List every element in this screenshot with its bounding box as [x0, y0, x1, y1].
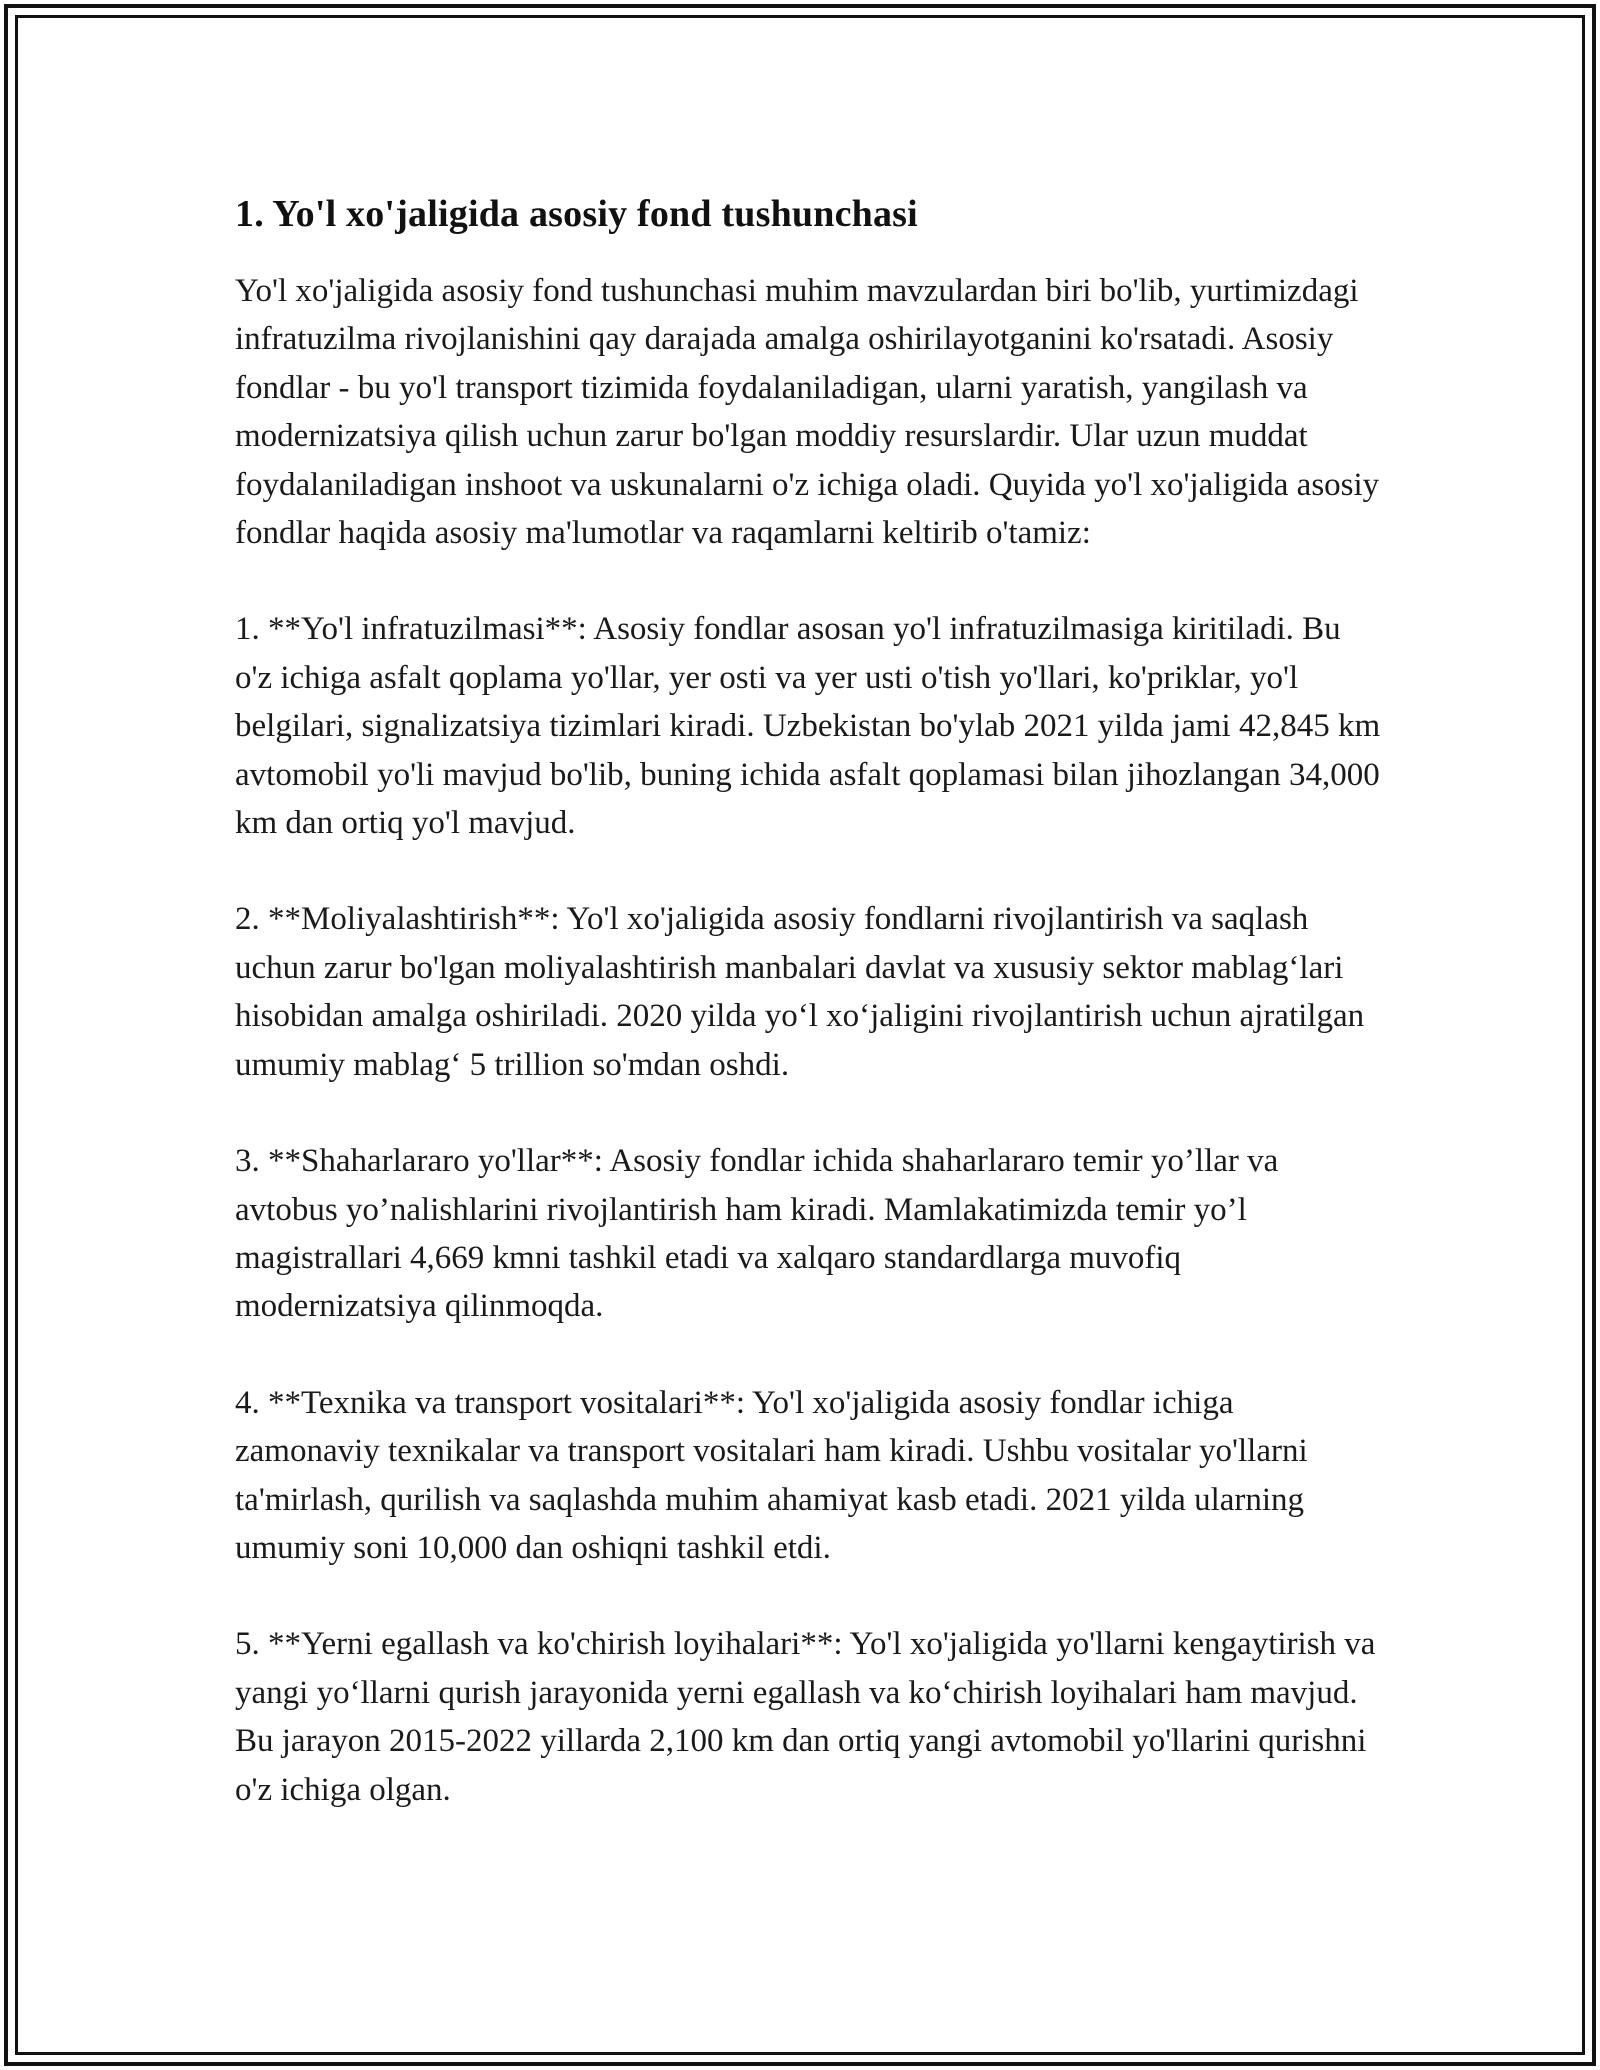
intro-paragraph: Yo'l xo'jaligida asosiy fond tushunchasi muhim mavzulardan biri bo'lib, yurtimizdagi infratuzilma rivojlanishini qay darajada amalga oshirilayotganini ko'rsatadi. Asosiy fondlar - bu yo'l transport tizimida foydalaniladigan, ularni yaratish, yangilash va modernizatsiya qilish uchun zarur bo'lgan moddiy resurslardir. Ular uzun muddat foydalaniladigan inshoot va uskunalarni o'z ichiga oladi. Quyida yo'l xo'jaligida asosiy fondlar haqida asosiy ma'lumotlar va raqamlarni keltirib o'tamiz: — [235, 273, 1380, 552]
paragraph-road-infrastructure: 1. **Yo'l infratuzilmasi**: Asosiy fondlar asosan yo'l infratuzilmasiga kiritiladi. Bu o'z ichiga asfalt qoplama yo'llar, yer osti va yer usti o'tish yo'llari, ko'priklar, yo'l belgilari, signalizatsiya tizimlari kiradi. Uzbekistan bo'ylab 2021 yilda jami 42,845 km avtomobil yo'li mavjud bo'lib, buning ichida asfalt qoplamasi bilan jihozlangan 34,000 km dan ortiq yo'l mavjud. — [235, 611, 1381, 842]
paragraph-land-acquisition: 5. **Yerni egallash va ko'chirish loyihalari**: Yo'l xo'jaligida yo'llarni kengaytirish va yangi yo‘llarni qurish jarayonida yerni egallash va ko‘chirish loyihalari ham mavjud. Bu jarayon 2015-2022 yillarda 2,100 km dan ortiq yangi avtomobil yo'llarini qurishni o'z ichiga olgan. — [235, 1626, 1376, 1808]
document-heading: 1. Yo'l xo'jaligida asosiy fond tushunchasi — [235, 193, 918, 235]
paragraph-intercity-roads: 3. **Shaharlararo yo'llar**: Asosiy fondlar ichida shaharlararo temir yo’llar va avtobus yo’nalishlarini rivojlantirish ham kiradi. Mamlakatimizda temir yo’l magistrallari 4,669 kmni tashkil etadi va xalqaro standardlarga muvofiq modernizatsiya qilinmoqda. — [235, 1143, 1279, 1325]
paragraph-financing: 2. **Moliyalashtirish**: Yo'l xo'jaligida asosiy fondlarni rivojlantirish va saqlash uchun zarur bo'lgan moliyalashtirish manbalari davlat va xususiy sektor mablag‘lari hisobidan amalga oshiriladi. 2020 yilda yo‘l xo‘jaligini rivojlantirish uchun ajratilgan umumiy mablag‘ 5 trillion so'mdan oshdi. — [235, 901, 1365, 1083]
document-body — [235, 185, 1385, 1862]
paragraph-machinery-transport: 4. **Texnika va transport vositalari**: Yo'l xo'jaligida asosiy fondlar ichiga zamonaviy texnikalar va transport vositalari ham kiradi. Ushbu vositalar yo'llarni ta'mirlash, qurilish va saqlashda muhim ahamiyat kasb etadi. 2021 yilda ularning umumiy soni 10,000 dan oshiqni tashkil etdi. — [235, 1384, 1308, 1566]
